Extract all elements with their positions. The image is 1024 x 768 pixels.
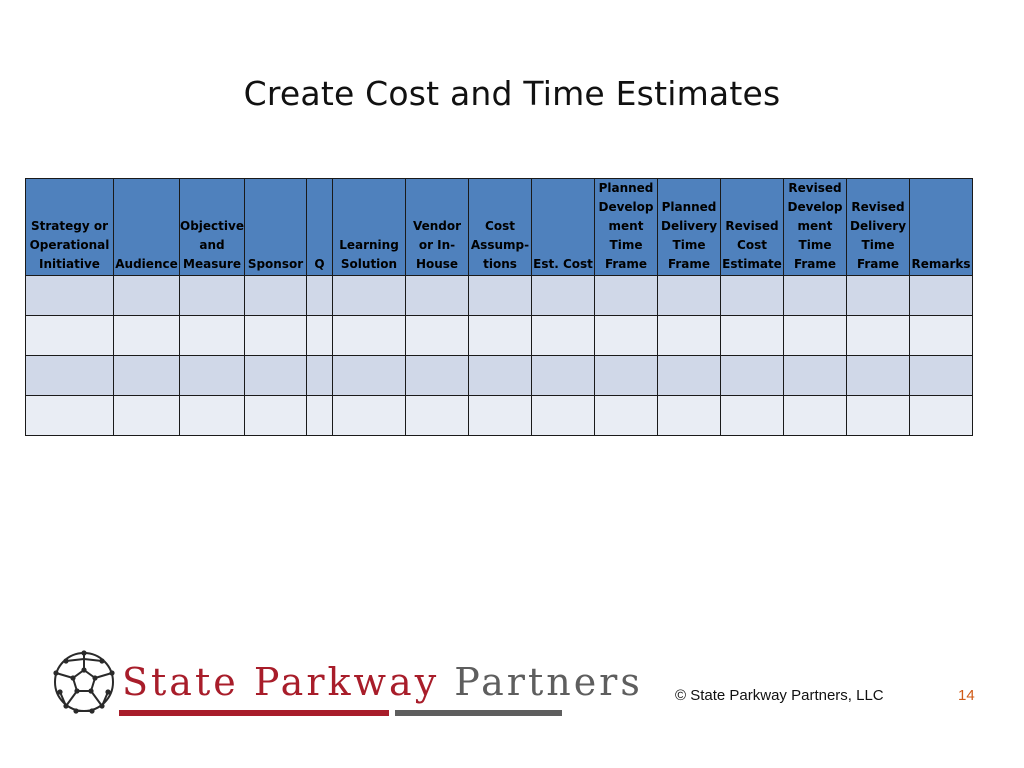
table-cell[interactable] <box>333 276 406 316</box>
table-cell[interactable] <box>658 316 721 356</box>
column-header-sponsor: Sponsor <box>245 179 307 276</box>
table-cell[interactable] <box>114 276 180 316</box>
table-row <box>26 316 973 356</box>
table-cell[interactable] <box>406 396 469 436</box>
table-cell[interactable] <box>658 356 721 396</box>
table-cell[interactable] <box>180 316 245 356</box>
column-header-audience: Audience <box>114 179 180 276</box>
table-cell[interactable] <box>245 276 307 316</box>
column-header-cost-assumptions: Cost Assump- tions <box>469 179 532 276</box>
table-cell[interactable] <box>532 276 595 316</box>
table-cell[interactable] <box>180 276 245 316</box>
table-cell[interactable] <box>245 356 307 396</box>
company-logo <box>52 650 643 720</box>
brand-word-state: State <box>122 660 239 704</box>
brand-name <box>122 662 643 702</box>
table-cell[interactable] <box>406 276 469 316</box>
column-header-learning-solution: Learning Solution <box>333 179 406 276</box>
table-cell[interactable] <box>307 396 333 436</box>
table-cell[interactable] <box>26 316 114 356</box>
table-cell[interactable] <box>114 396 180 436</box>
table-cell[interactable] <box>595 396 658 436</box>
buckyball-icon <box>52 650 116 714</box>
column-header-strategy: Strategy or Operational Initiative <box>26 179 114 276</box>
table-cell[interactable] <box>26 396 114 436</box>
table-cell[interactable] <box>307 356 333 396</box>
table-cell[interactable] <box>469 356 532 396</box>
table-cell[interactable] <box>595 316 658 356</box>
column-header-revised-cost: Revised Cost Estimate <box>721 179 784 276</box>
table-cell[interactable] <box>847 396 910 436</box>
column-header-q: Q <box>307 179 333 276</box>
table-cell[interactable] <box>595 356 658 396</box>
table-cell[interactable] <box>721 356 784 396</box>
table-cell[interactable] <box>784 316 847 356</box>
column-header-planned-development: Planned Develop ment Time Frame <box>595 179 658 276</box>
table-cell[interactable] <box>180 396 245 436</box>
column-header-remarks: Remarks <box>910 179 973 276</box>
column-header-revised-delivery: Revised Delivery Time Frame <box>847 179 910 276</box>
table-cell[interactable] <box>658 276 721 316</box>
table-cell[interactable] <box>721 276 784 316</box>
table-cell[interactable] <box>847 276 910 316</box>
table-cell[interactable] <box>910 396 973 436</box>
column-header-est-cost: Est. Cost <box>532 179 595 276</box>
table-cell[interactable] <box>180 356 245 396</box>
column-header-objective: Objective and Measure <box>180 179 245 276</box>
table-cell[interactable] <box>307 316 333 356</box>
copyright-text: © State Parkway Partners, LLC <box>675 687 884 704</box>
table-cell[interactable] <box>784 396 847 436</box>
table-cell[interactable] <box>532 356 595 396</box>
table-cell[interactable] <box>245 316 307 356</box>
table-cell[interactable] <box>847 316 910 356</box>
column-header-revised-development: Revised Develop ment Time Frame <box>784 179 847 276</box>
table-cell[interactable] <box>595 276 658 316</box>
table-cell[interactable] <box>469 316 532 356</box>
table-cell[interactable] <box>910 276 973 316</box>
table-cell[interactable] <box>721 316 784 356</box>
column-header-vendor: Vendor or In- House <box>406 179 469 276</box>
table-cell[interactable] <box>26 356 114 396</box>
table-cell[interactable] <box>26 276 114 316</box>
table-cell[interactable] <box>847 356 910 396</box>
table-cell[interactable] <box>114 316 180 356</box>
brand-word-partners: Partners <box>454 660 643 704</box>
table-cell[interactable] <box>333 316 406 356</box>
brand-word-parkway: Parkway <box>253 660 440 704</box>
column-header-planned-delivery: Planned Delivery Time Frame <box>658 179 721 276</box>
table-row <box>26 276 973 316</box>
page-number: 14 <box>958 687 975 704</box>
table-cell[interactable] <box>784 276 847 316</box>
table-cell[interactable] <box>910 356 973 396</box>
brand-bar-gray <box>395 710 562 716</box>
table-cell[interactable] <box>784 356 847 396</box>
table-cell[interactable] <box>406 316 469 356</box>
brand-bar-red <box>119 710 389 716</box>
table-cell[interactable] <box>910 316 973 356</box>
table-row <box>26 396 973 436</box>
table-cell[interactable] <box>532 316 595 356</box>
table-cell[interactable] <box>333 356 406 396</box>
table-cell[interactable] <box>245 396 307 436</box>
table-cell[interactable] <box>469 276 532 316</box>
estimates-table <box>25 178 973 436</box>
table-cell[interactable] <box>532 396 595 436</box>
table-cell[interactable] <box>333 396 406 436</box>
table-cell[interactable] <box>307 276 333 316</box>
table-cell[interactable] <box>469 396 532 436</box>
table-cell[interactable] <box>721 396 784 436</box>
table-header-row <box>26 179 973 276</box>
table-cell[interactable] <box>406 356 469 396</box>
table-cell[interactable] <box>658 396 721 436</box>
table-cell[interactable] <box>114 356 180 396</box>
slide-title: Create Cost and Time Estimates <box>243 74 781 113</box>
table-row <box>26 356 973 396</box>
